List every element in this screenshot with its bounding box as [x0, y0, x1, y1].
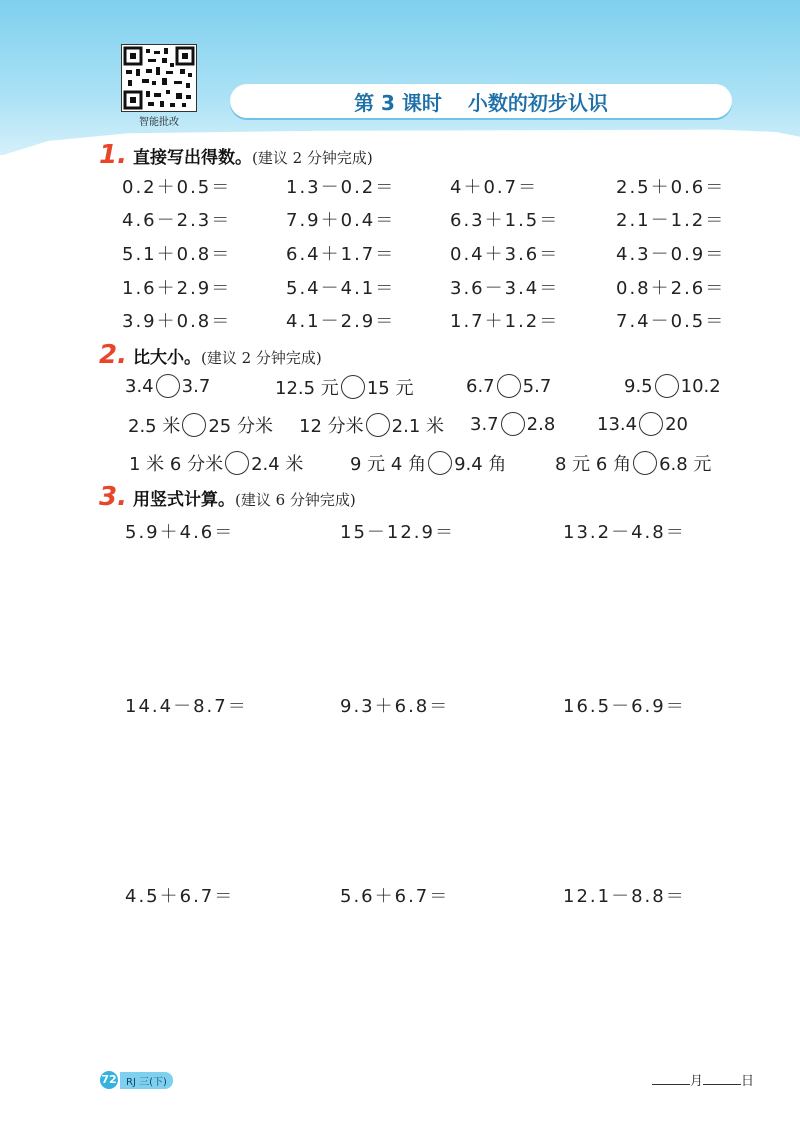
right-value: 25 分米 — [208, 416, 273, 437]
section-3-title: 用竖式计算。 — [132, 490, 235, 510]
problem-row — [0, 206, 800, 236]
left-value: 9.5 — [624, 375, 653, 397]
left-value: 6.7 — [466, 375, 495, 397]
month-blank[interactable] — [652, 1072, 690, 1085]
problem[interactable]: 6.3＋1.5＝ — [450, 210, 560, 231]
answer-circle[interactable] — [633, 451, 657, 475]
vertical-problem[interactable]: 5.9＋4.6＝ — [125, 522, 235, 543]
answer-circle[interactable] — [497, 374, 521, 398]
problem[interactable]: 5.1＋0.8＝ — [122, 244, 232, 265]
problem[interactable]: 7.9＋0.4＝ — [286, 210, 396, 231]
day-label: 日 — [741, 1074, 755, 1089]
vertical-problem[interactable]: 5.6＋6.7＝ — [340, 886, 450, 907]
answer-circle[interactable] — [501, 412, 525, 436]
problem[interactable]: 6.4＋1.7＝ — [286, 244, 396, 265]
lesson-number: 第 3 课时 — [354, 90, 442, 115]
problem-row — [0, 274, 800, 304]
comparison — [624, 374, 721, 398]
answer-circle[interactable] — [639, 412, 663, 436]
comparison — [129, 450, 303, 476]
problem[interactable]: 5.4－4.1＝ — [286, 278, 396, 299]
problem[interactable]: 7.4－0.5＝ — [616, 311, 726, 332]
section-1-heading — [99, 140, 373, 170]
section-3-hint: (建议 6 分钟完成) — [234, 491, 356, 509]
comparison — [125, 374, 210, 398]
problem[interactable]: 4＋0.7＝ — [450, 177, 539, 198]
section-2-heading — [99, 340, 322, 370]
problem[interactable]: 0.2＋0.5＝ — [122, 177, 232, 198]
right-value: 10.2 — [680, 375, 721, 397]
left-value: 3.4 — [125, 375, 154, 397]
problem[interactable]: 0.8＋2.6＝ — [616, 278, 726, 299]
qr-label: 智能批改 — [139, 117, 179, 128]
answer-circle[interactable] — [182, 413, 206, 437]
right-value: 20 — [665, 413, 688, 435]
comparison — [299, 412, 444, 438]
month-label: 月 — [690, 1074, 704, 1089]
day-blank[interactable] — [703, 1072, 741, 1085]
vertical-problem[interactable]: 13.2－4.8＝ — [563, 522, 686, 543]
right-value: 2.4 米 — [251, 454, 304, 475]
lesson-topic: 小数的初步认识 — [467, 90, 608, 115]
comparison — [466, 374, 551, 398]
right-value: 5.7 — [522, 375, 552, 397]
comparison — [350, 450, 506, 476]
vertical-problem[interactable]: 12.1－8.8＝ — [563, 886, 686, 907]
problem[interactable]: 1.3－0.2＝ — [286, 177, 396, 198]
answer-circle[interactable] — [366, 413, 390, 437]
right-value: 6.8 元 — [659, 454, 712, 475]
answer-circle[interactable] — [341, 375, 365, 399]
vertical-problem[interactable]: 4.5＋6.7＝ — [125, 886, 235, 907]
left-value: 9 元 4 角 — [350, 454, 427, 475]
page-number: 72 — [100, 1071, 118, 1089]
right-value: 15 元 — [366, 378, 414, 399]
problem-row — [0, 173, 800, 203]
problem[interactable]: 2.5＋0.6＝ — [616, 177, 726, 198]
vertical-problem[interactable]: 16.5－6.9＝ — [563, 696, 686, 717]
left-value: 2.5 米 — [128, 416, 181, 437]
comparison — [555, 450, 711, 476]
answer-circle[interactable] — [428, 451, 452, 475]
section-1-title: 直接写出得数。 — [132, 148, 252, 168]
left-value: 8 元 6 角 — [555, 454, 632, 475]
problem-row — [0, 518, 800, 548]
vertical-problem[interactable]: 9.3＋6.8＝ — [340, 696, 450, 717]
right-value: 3.7 — [181, 375, 211, 397]
comparison — [470, 412, 555, 436]
problem[interactable]: 0.4＋3.6＝ — [450, 244, 560, 265]
edition-label: RJ 三(下) — [120, 1072, 173, 1089]
answer-circle[interactable] — [225, 451, 249, 475]
right-value: 9.4 角 — [454, 454, 507, 475]
left-value: 3.7 — [470, 413, 499, 435]
problem-row — [0, 692, 800, 722]
left-value: 12 分米 — [299, 416, 364, 437]
date-field — [652, 1070, 754, 1089]
problem[interactable]: 2.1－1.2＝ — [616, 210, 726, 231]
left-value: 12.5 元 — [275, 378, 339, 399]
qr-code[interactable] — [121, 44, 197, 112]
problem-row — [0, 240, 800, 270]
comparison — [128, 412, 273, 438]
vertical-problem[interactable]: 15－12.9＝ — [340, 522, 455, 543]
right-value: 2.1 米 — [391, 416, 444, 437]
problem[interactable]: 4.3－0.9＝ — [616, 244, 726, 265]
comparison — [597, 412, 688, 436]
section-3-heading — [99, 482, 356, 512]
vertical-problem[interactable]: 14.4－8.7＝ — [125, 696, 248, 717]
problem[interactable]: 3.6－3.4＝ — [450, 278, 560, 299]
section-2-hint: (建议 2 分钟完成) — [200, 349, 322, 367]
problem-row — [0, 307, 800, 337]
section-2-title: 比大小。 — [132, 348, 201, 368]
problem[interactable]: 4.6－2.3＝ — [122, 210, 232, 231]
left-value: 1 米 6 分米 — [129, 454, 224, 475]
lesson-title-bar — [230, 84, 732, 118]
problem-row — [0, 882, 800, 912]
left-value: 13.4 — [597, 413, 638, 435]
section-1-number: 1. — [99, 140, 127, 170]
section-3-number: 3. — [99, 482, 127, 512]
problem[interactable]: 3.9＋0.8＝ — [122, 311, 232, 332]
problem[interactable]: 1.7＋1.2＝ — [450, 311, 560, 332]
section-1-hint: (建议 2 分钟完成) — [251, 149, 373, 167]
problem[interactable]: 1.6＋2.9＝ — [122, 278, 232, 299]
comparison — [275, 374, 413, 400]
right-value: 2.8 — [526, 413, 556, 435]
answer-circle[interactable] — [655, 374, 679, 398]
section-2-number: 2. — [99, 340, 127, 370]
problem[interactable]: 4.1－2.9＝ — [286, 311, 396, 332]
answer-circle[interactable] — [156, 374, 180, 398]
page-badge — [100, 1071, 173, 1089]
